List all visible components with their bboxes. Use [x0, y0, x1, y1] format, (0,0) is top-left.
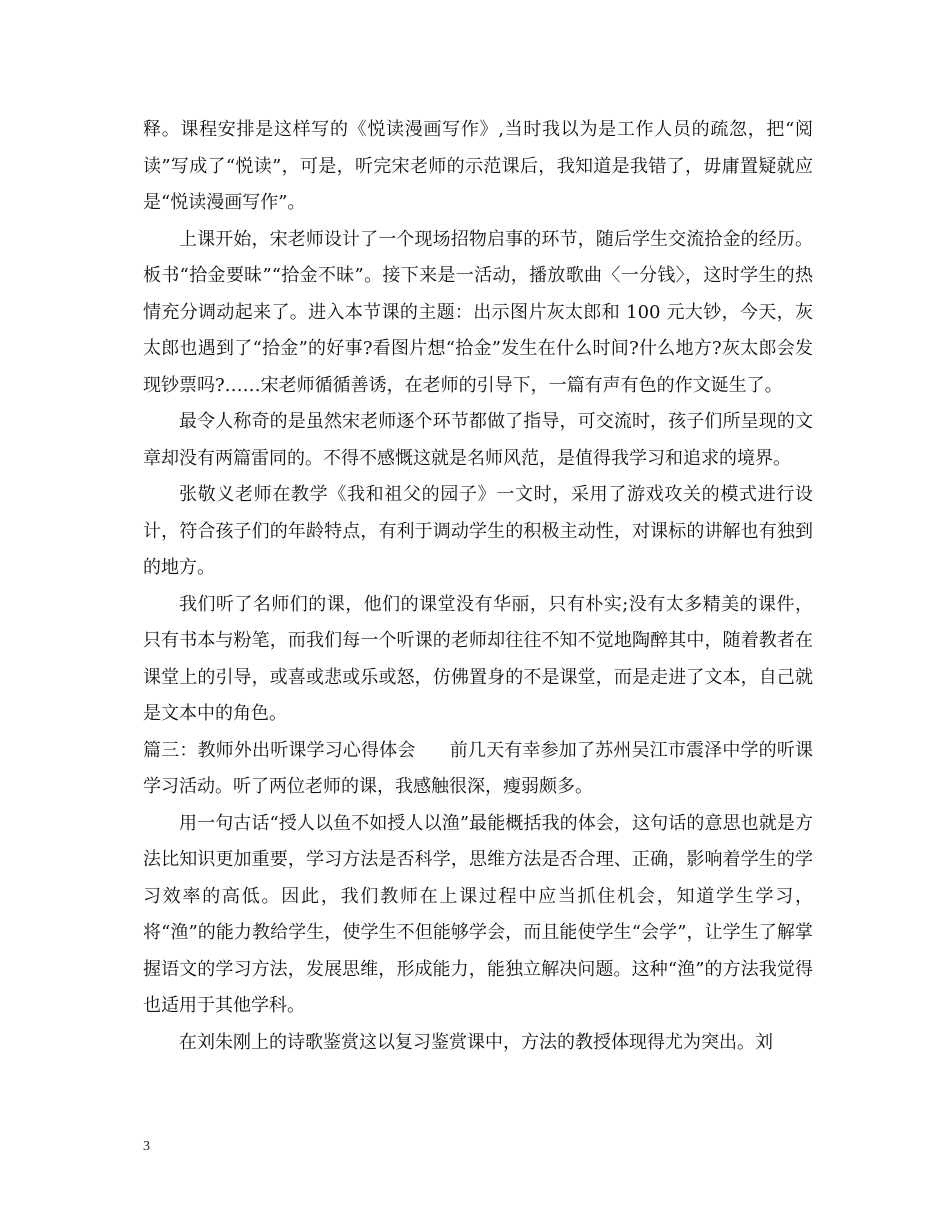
- document-body: [143, 112, 813, 1061]
- paragraph: 在刘朱刚上的诗歌鉴赏这以复习鉴赏课中，方法的教授体现得尤为突出。刘: [179, 1031, 773, 1053]
- page-number: 3: [143, 1139, 150, 1154]
- paragraph: 最令人称奇的是虽然宋老师逐个环节都做了指导，可交流时，孩子们所呈现的文章却没有两篇雷同的。不得不感慨这就是名师风范，是值得我学习和追求的境界。: [143, 411, 813, 469]
- paragraph: 上课开始，宋老师设计了一个现场招物启事的环节，随后学生交流拾金的经历。板书“拾金要昧”“拾金不昧”。接下来是一活动，播放歌曲〈一分钱〉，这时学生的热情充分调动起来了。进入本节课的主题：出示图片灰太郎和 100 元大钞，今天，灰太郎也遇到了“拾金”的好事?看图片想“拾金”发生在什么时间?什么地方?灰太郎会发现钞票吗?……宋老师循循善诱，在老师的引导下，一篇有声有色的作文诞生了。: [143, 228, 813, 396]
- section-paragraph: [143, 733, 813, 806]
- paragraph: 用一句古话“授人以鱼不如授人以渔”最能概括我的体会，这句话的意思也就是方法比知识更加重要，学习方法是否科学，思维方法是否合理、正确，影响着学生的学习效率的高低。因此，我们教师在上课过程中应当抓住机会，知道学生学习，将“渔”的能力教给学生，使学生不但能够学会，而且能使学生“会学”，让学生了解掌握语文的学习方法，发展思维，形成能力，能独立解决问题。这种“渔”的方法我觉得也适用于其他学科。: [143, 812, 813, 1016]
- paragraph: 我们听了名师们的课，他们的课堂没有华丽，只有朴实;没有太多精美的课件，只有书本与粉笔，而我们每一个听课的老师却往往不知不觉地陶醉其中，随着教者在课堂上的引导，或喜或悲或乐或怒，仿佛置身的不是课堂，而是走进了文本，自己就是文本中的角色。: [143, 593, 813, 724]
- paragraph: 张敬义老师在教学《我和祖父的园子》一文时，采用了游戏攻关的模式进行设计，符合孩子们的年龄特点，有利于调动学生的积极主动性，对课标的讲解也有独到的地方。: [143, 484, 813, 578]
- section-intro-text: 前几天有幸参加了苏州吴江市震泽中学的听课学习活动。听了两位老师的课，我感触很深，瘦弱颇多。: [143, 739, 814, 797]
- paragraph: 释。课程安排是这样写的《悦读漫画写作》,当时我以为是工作人员的疏忽，把“阅读”写成了“悦读”，可是，听完宋老师的示范课后，我知道是我错了，毋庸置疑就应是“悦读漫画写作”。: [143, 119, 813, 213]
- section-heading: 篇三：教师外出听课学习心得体会: [143, 739, 416, 761]
